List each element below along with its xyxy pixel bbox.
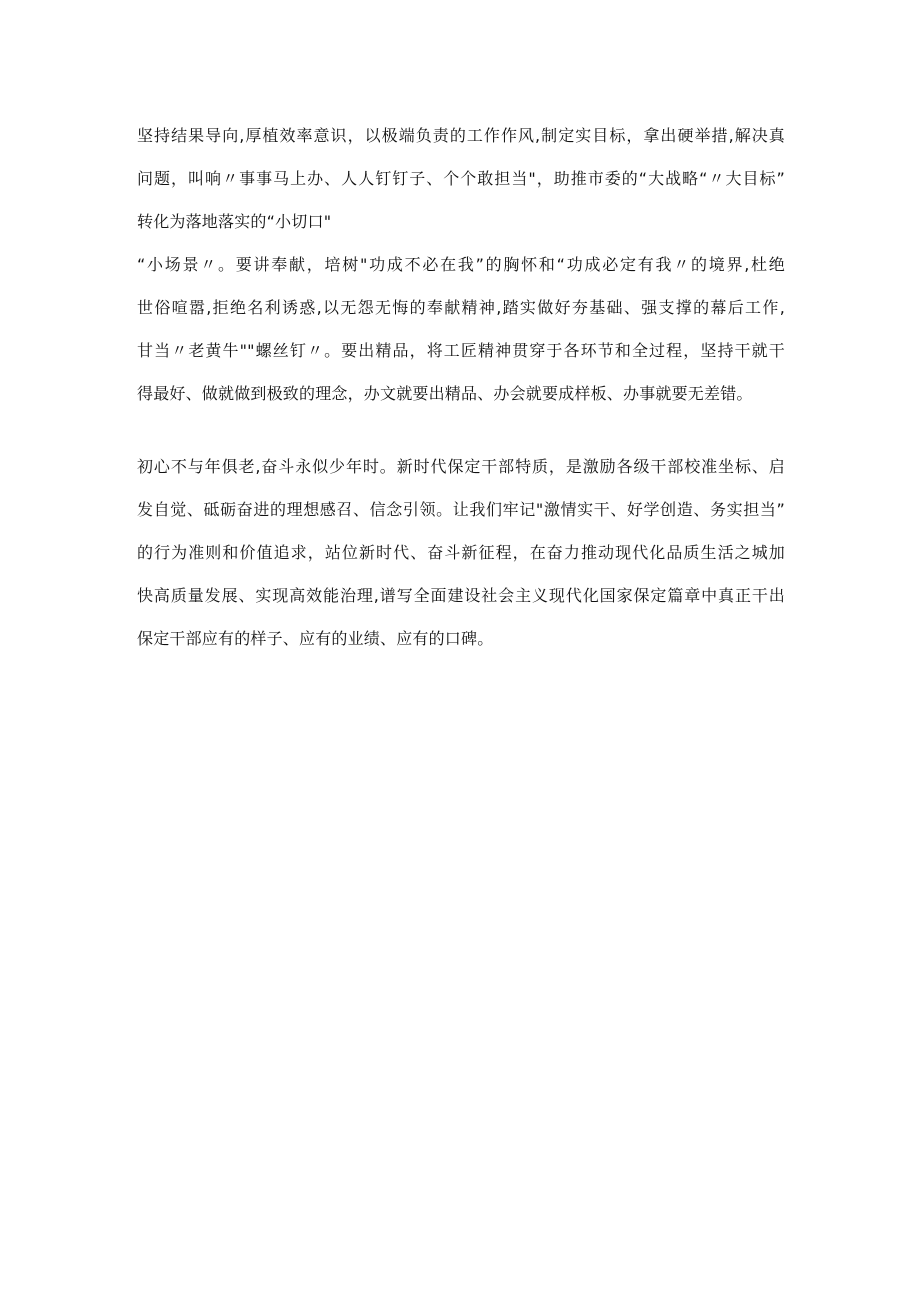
text-line: 初心不与年俱老,奋斗永似少年时。新时代保定干部特质，是激励各级干部校准坐标、启 [137,457,785,476]
text-line: 坚持结果导向,厚植效率意识，以极端负责的工作作风,制定实目标，拿出硬举措,解决真 [137,126,785,145]
text-line: 得最好、做就做到极致的理念，办文就要出精品、办会就要成样板、办事就要无差错。 [137,384,753,403]
document-body [137,114,785,660]
text-line: 甘当〃老黄牛""螺丝钉〃。要出精品，将工匠精神贯穿于各环节和全过程，坚持干就干 [137,341,785,360]
text-line: 保定干部应有的样子、应有的业绩、应有的口碑。 [137,629,494,648]
text-line: 转化为落地落实的“小切口" [137,212,332,231]
text-line: 的行为准则和价值追求，站位新时代、奋斗新征程，在奋力推动现代化品质生活之城加 [137,543,785,562]
text-line: 世俗喧嚣,拒绝名利诱惑,以无怨无悔的奉献精神,踏实做好夯基础、强支撑的幕后工作, [137,298,785,317]
paragraph-original-aspiration [137,445,785,660]
paragraph-dedication [137,243,785,415]
text-line: 快高质量发展、实现高效能治理,谱写全面建设社会主义现代化国家保定篇章中真正干出 [137,586,785,605]
text-line: 问题，叫响〃事事马上办、人人钉钉子、个个敢担当"，助推市委的“大战略“〃大目标” [137,169,785,188]
text-line: “小场景〃。要讲奉献，培树"功成不必在我”的胸怀和“功成必定有我〃的境界,杜绝 [137,255,785,274]
paragraph-spacer [137,415,785,445]
text-line: 发自觉、砥砺奋进的理想感召、信念引领。让我们牢记"激情实干、好学创造、务实担当” [137,500,785,519]
paragraph-results-orientation [137,114,785,243]
